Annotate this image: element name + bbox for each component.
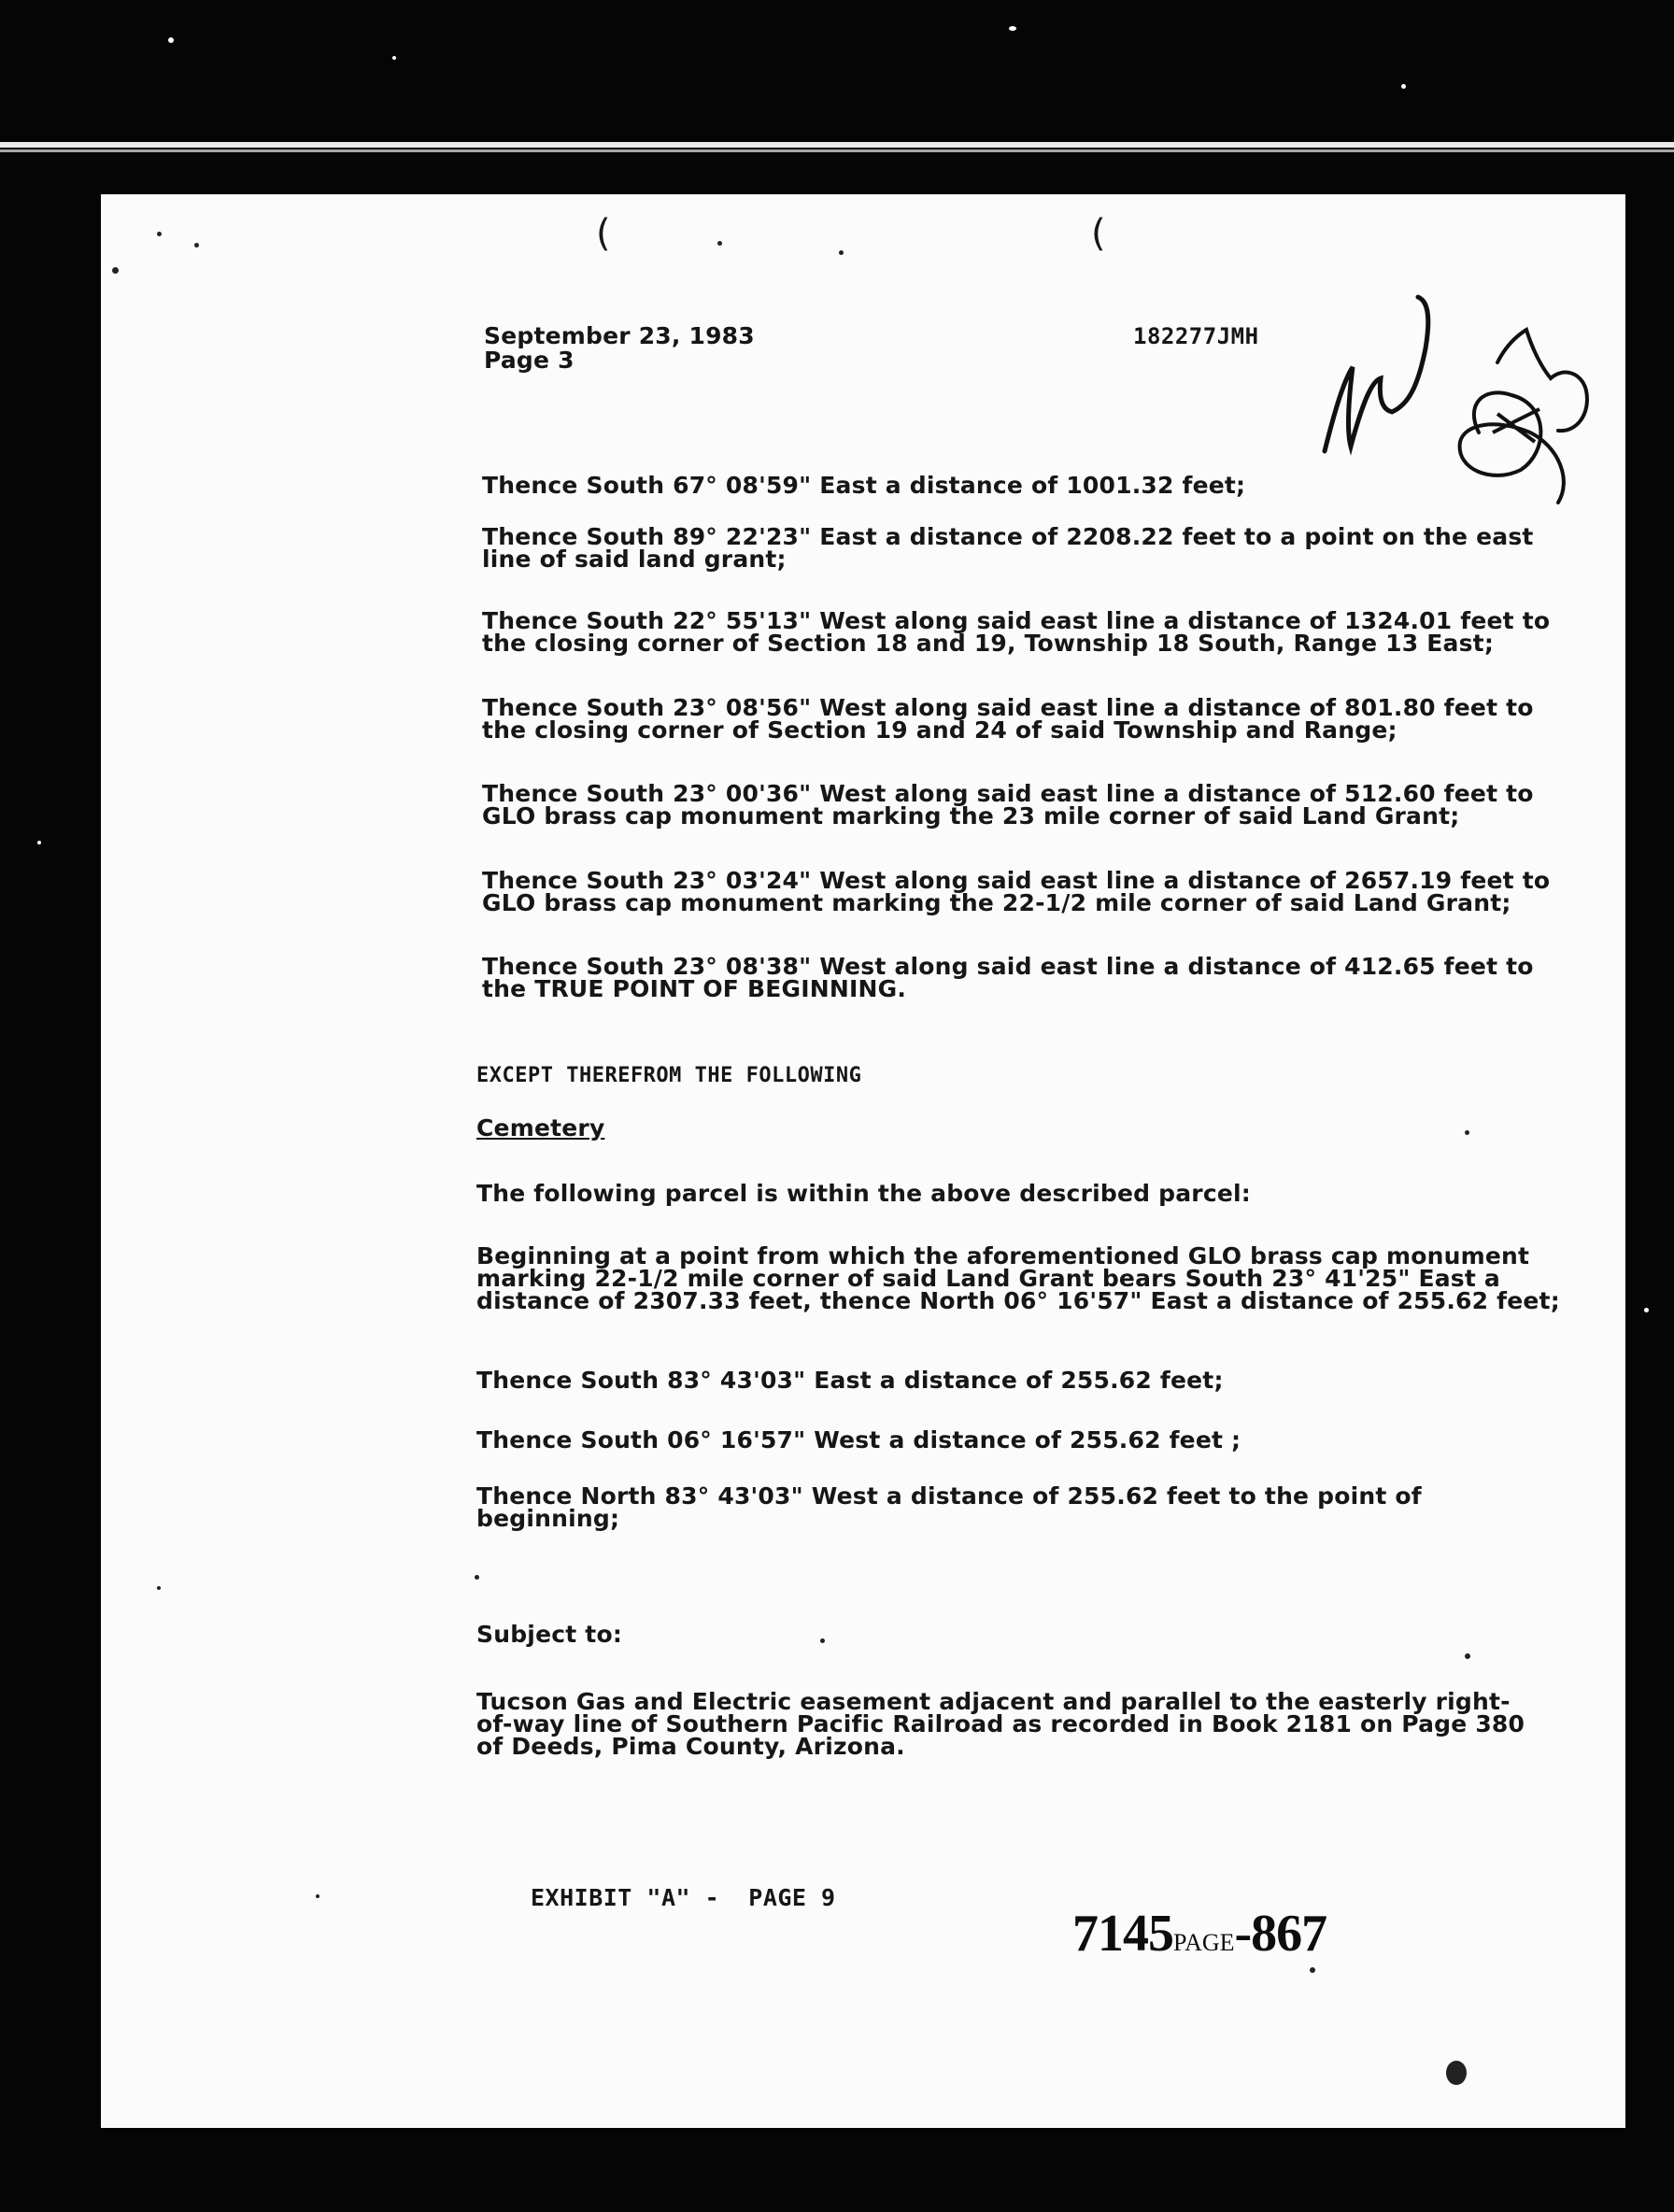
scan-edge-line bbox=[0, 149, 1674, 152]
course-paragraph: Thence South 67° 08'59" East a distance of 1001.32 feet; bbox=[482, 472, 1246, 499]
scan-speck bbox=[475, 1575, 479, 1580]
course-paragraph: Thence South 23° 08'56" West along said east line a distance of 801.80 feet to the closing corner of Section 19 and 24 of said Township and Range; bbox=[482, 694, 1534, 744]
document-page bbox=[101, 194, 1625, 2128]
subject-to-text: Tucson Gas and Electric easement adjacent and parallel to the easterly right- of-way line of Southern Pacific Railroad as recorded in Book 2181 on Page 380 of Deeds, Pima County, Arizona. bbox=[476, 1688, 1525, 1760]
course-paragraph: Thence South 23° 03'24" West along said east line a distance of 2657.19 feet to GLO brass cap monument marking the 22-1/2 mile corner of said Land Grant; bbox=[482, 867, 1551, 916]
cemetery-intro: The following parcel is within the above described parcel: bbox=[476, 1180, 1251, 1207]
scan-speck bbox=[168, 37, 174, 43]
scan-speck bbox=[1310, 1967, 1315, 1973]
scan-speck bbox=[1009, 26, 1016, 31]
cemetery-course: Thence North 83° 43'03" West a distance of 255.62 feet to the point of beginning; bbox=[476, 1482, 1422, 1532]
course-paragraph: Thence South 23° 00'36" West along said east line a distance of 512.60 feet to GLO brass cap monument marking the 23 mile corner of said Land Grant; bbox=[482, 780, 1534, 830]
document-date: September 23, 1983 bbox=[484, 322, 755, 349]
scan-speck bbox=[717, 241, 722, 246]
course-paragraph: Thence South 23° 08'38" West along said east line a distance of 412.65 feet to the TRUE POINT OF BEGINNING. bbox=[482, 953, 1534, 1002]
scan-speck bbox=[1644, 1308, 1649, 1312]
scan-speck bbox=[157, 1586, 161, 1590]
scan-speck bbox=[820, 1638, 825, 1643]
scan-speck bbox=[1465, 1130, 1469, 1135]
scan-speck bbox=[1465, 1653, 1470, 1659]
scan-speck bbox=[37, 841, 41, 844]
scan-speck bbox=[1401, 84, 1406, 89]
cemetery-beginning: Beginning at a point from which the aforementioned GLO brass cap monument marking 22-1/2 mile corner of said Land Grant bears South 23° 41'25" East a distance of 2307.33 feet, thence North 06° 16'57" East a distance of 255.62 feet; bbox=[476, 1242, 1560, 1314]
scan-mark: ( bbox=[596, 212, 611, 255]
cemetery-course: Thence South 83° 43'03" East a distance of 255.62 feet; bbox=[476, 1367, 1224, 1394]
scan-speck bbox=[112, 267, 119, 274]
except-heading: EXCEPT THEREFROM THE FOLLOWING bbox=[476, 1064, 862, 1087]
cemetery-heading: Cemetery bbox=[476, 1114, 605, 1141]
document-page-label: Page 3 bbox=[484, 347, 575, 374]
course-paragraph: Thence South 89° 22'23" East a distance of 2208.22 feet to a point on the east line of said land grant; bbox=[482, 523, 1534, 573]
scan-mark: ( bbox=[1091, 212, 1106, 255]
page-label: PAGE bbox=[1173, 1929, 1235, 1956]
book-page-stamp bbox=[1072, 1904, 1326, 1964]
scan-speck bbox=[1446, 2061, 1467, 2085]
page-separator: - bbox=[1234, 1905, 1252, 1963]
scan-speck bbox=[316, 1894, 319, 1898]
book-number: 7145 bbox=[1072, 1905, 1173, 1963]
document-reference: 182277JMH bbox=[1133, 323, 1259, 349]
scan-speck bbox=[839, 250, 844, 255]
cemetery-course: Thence South 06° 16'57" West a distance of 255.62 feet ; bbox=[476, 1426, 1241, 1453]
exhibit-label: EXHIBIT "A" - PAGE 9 bbox=[531, 1884, 836, 1911]
subject-to-heading: Subject to: bbox=[476, 1621, 623, 1648]
scan-speck bbox=[157, 232, 162, 236]
scan-edge-line bbox=[0, 142, 1674, 148]
scan-speck bbox=[392, 56, 396, 60]
book-page-number: 867 bbox=[1251, 1905, 1327, 1963]
scan-speck bbox=[194, 243, 199, 248]
course-paragraph: Thence South 22° 55'13" West along said east line a distance of 1324.01 feet to the closing corner of Section 18 and 19, Township 18 South, Range 13 East; bbox=[482, 607, 1551, 657]
